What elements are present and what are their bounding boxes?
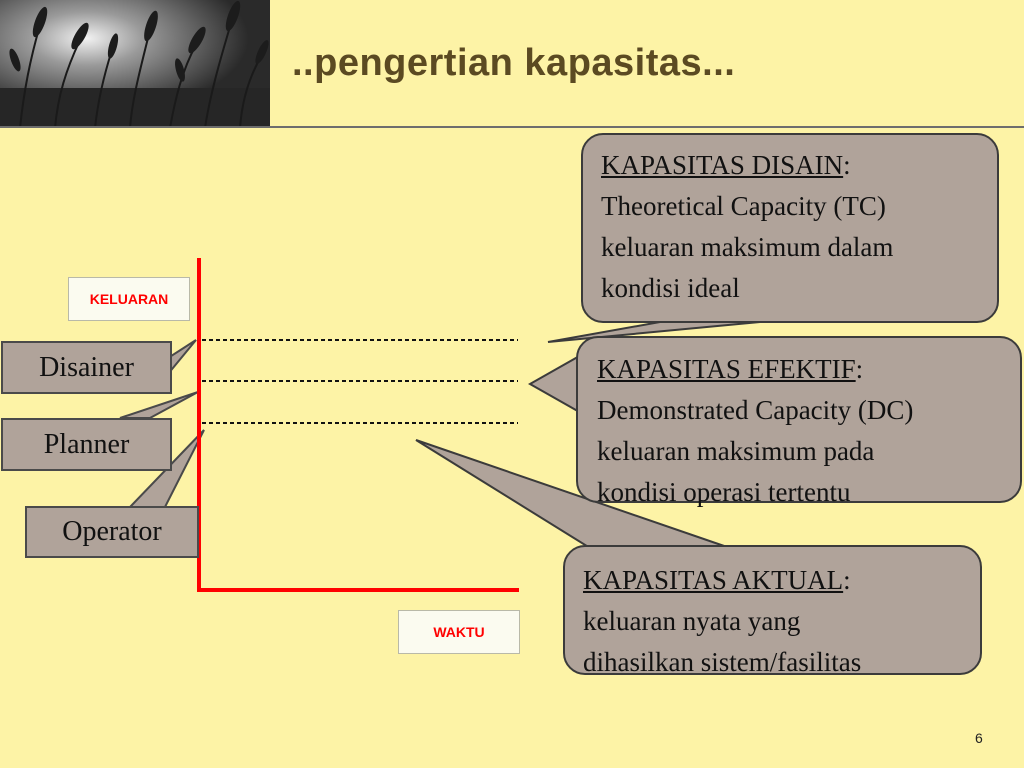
effective-capacity-line: kondisi operasi tertentu bbox=[597, 477, 851, 507]
design-capacity-callout bbox=[581, 133, 999, 323]
y-axis-label: KELUARAN bbox=[68, 277, 190, 321]
design-capacity-line: keluaran maksimum dalam bbox=[601, 232, 894, 262]
page-number: 6 bbox=[975, 730, 983, 746]
x-axis-label: WAKTU bbox=[398, 610, 520, 654]
role-disainer: Disainer bbox=[1, 341, 172, 394]
effective-capacity-callout bbox=[576, 336, 1022, 507]
effective-capacity-heading: KAPASITAS EFEKTIF: bbox=[597, 354, 864, 384]
role-operator: Operator bbox=[25, 506, 199, 558]
actual-capacity-line: keluaran nyata yang bbox=[583, 606, 801, 636]
slide-title: ..pengertian kapasitas... bbox=[292, 42, 736, 84]
actual-capacity-callout bbox=[563, 545, 982, 675]
design-capacity-heading: KAPASITAS DISAIN: bbox=[601, 150, 851, 180]
design-capacity-line: Theoretical Capacity (TC) bbox=[601, 191, 886, 221]
planner-pointer bbox=[120, 392, 198, 418]
role-planner: Planner bbox=[1, 418, 172, 471]
design-capacity-line: kondisi ideal bbox=[601, 273, 740, 303]
disainer-pointer bbox=[168, 340, 196, 374]
effective-capacity-line: keluaran maksimum pada bbox=[597, 436, 875, 466]
actual-capacity-line: dihasilkan sistem/fasilitas bbox=[583, 647, 862, 677]
actual-capacity-heading: KAPASITAS AKTUAL: bbox=[583, 565, 851, 595]
effective-capacity-line: Demonstrated Capacity (DC) bbox=[597, 395, 914, 425]
